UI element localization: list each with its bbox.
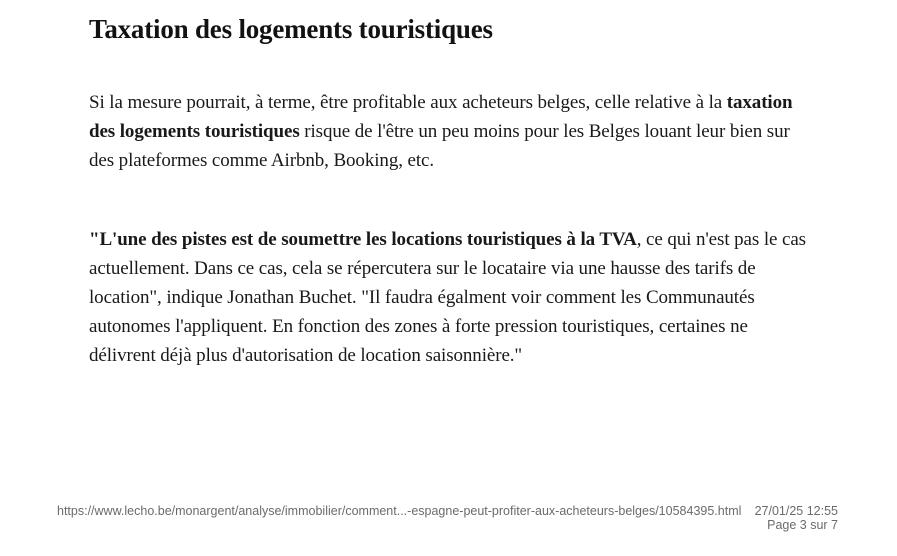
article-title: Taxation des logements touristiques [89, 14, 493, 44]
article-paragraph [89, 88, 811, 175]
article-content [89, 13, 811, 420]
print-timestamp: 27/01/25 12:55 [754, 504, 838, 518]
paragraph-text-segment: , ce qui n'est pas le cas actuellement. Dans ce cas, cela se répercutera sur le locataire via une hausse des tarifs de location", indique Jonathan Buchet. "Il faudra égalment voir comment les Communautés autonomes l'appliquent. En fonction des zones à forte pression touristiques, certaines ne délivrent déjà plus d'autorisation de location saisonnière." [89, 229, 806, 366]
article-paragraph [89, 225, 811, 370]
page-indicator: Page 3 sur 7 [767, 518, 838, 532]
article-body [89, 88, 811, 370]
paragraph-bold-segment: taxation des logements touristiques [89, 92, 793, 142]
paragraph-bold-segment: "L'une des pistes est de soumettre les locations touristiques à la TVA [89, 229, 637, 250]
paragraph-text-segment: risque de l'être un peu moins pour les Belges louant leur bien sur des plateformes comme Airbnb, Booking, etc. [89, 121, 790, 171]
paragraph-text-segment: Si la mesure pourrait, à terme, être profitable aux acheteurs belges, celle relative à la [89, 92, 727, 113]
page-footer [57, 504, 838, 532]
print-meta [755, 504, 838, 532]
source-url: https://www.lecho.be/monargent/analyse/immobilier/comment...-espagne-peut-profiter-aux-acheteurs-belges/10584395.html [57, 504, 742, 518]
